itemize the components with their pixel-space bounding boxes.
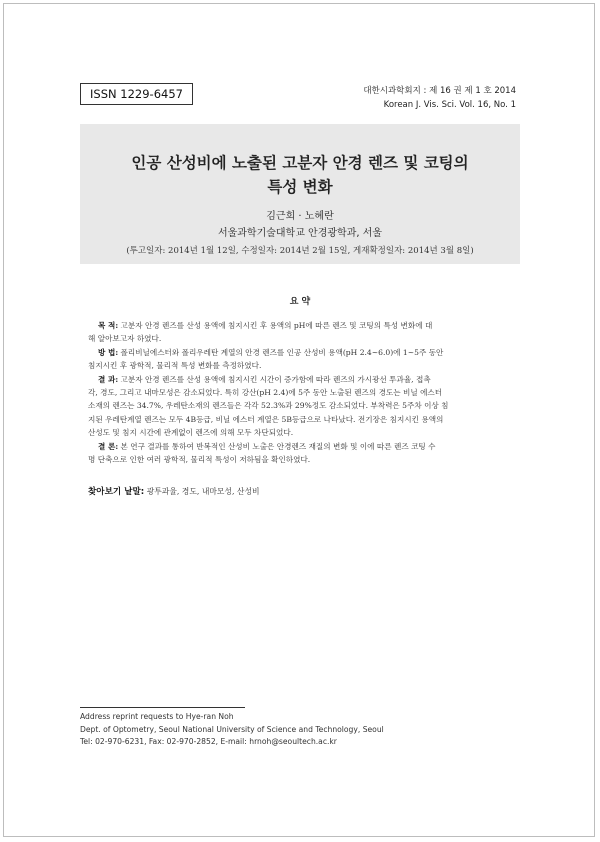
footnote-line-3: Tel: 02-970-6231, Fax: 02-970-2852, E-mail: hrnoh@seoultech.ac.kr <box>80 737 337 746</box>
abstract-heading: 요 약 <box>289 297 311 307</box>
footnote-line-1: Address reprint requests to Hye-ran Noh <box>80 712 234 721</box>
purpose-text-1: 고분자 안경 렌즈를 산성 용액에 침지시킨 후 용액의 pH에 따른 렌즈 및 코팅의 특성 변화에 대 <box>118 321 433 330</box>
methods-text-2: 침지시킨 후 광학적, 물리적 특성 변화를 측정하였다. <box>88 361 262 371</box>
footnote-line-2: Dept. of Optometry, Seoul National University of Science and Technology, Seoul <box>80 724 384 734</box>
conclusion-label: 결 론: <box>98 441 119 451</box>
keywords-label: 찾아보기 낱말: <box>88 487 145 497</box>
methods-label: 방 법: <box>98 347 119 357</box>
footnote-rule <box>80 707 245 708</box>
issn-box <box>80 83 193 105</box>
methods-text-1: 폴리비닐에스터와 폴리우레탄 계열의 안경 렌즈를 인공 산성비 용액(pH 2.4~6.0)에 1~5주 동안 <box>118 347 444 357</box>
journal-korean: 대한시과학회지 : 제 16 권 제 1 호 2014 <box>363 86 516 96</box>
conclusion-text-2: 명 단축으로 인한 여러 광학적, 물리적 특성이 저하됨을 확인하였다. <box>88 455 311 465</box>
authors: 김근희 · 노혜란 <box>266 211 334 222</box>
purpose-line-1 <box>88 319 512 332</box>
paper-title <box>80 151 520 199</box>
issn-text: ISSN 1229-6457 <box>90 87 183 101</box>
title-line-2: 특성 변화 <box>267 178 333 196</box>
conclusion-line-1 <box>88 440 512 453</box>
purpose-text-2: 해 알아보고자 하였다. <box>88 334 162 344</box>
results-text-1: 고분자 안경 렌즈를 산성 용액에 침지시킨 시간이 증가함에 따라 렌즈의 가시광선 투과율, 접촉 <box>118 374 431 384</box>
affiliation: 서울과학기술대학교 안경광학과, 서울 <box>217 228 383 239</box>
results-line-1 <box>88 373 512 386</box>
results-text-4: 지된 우레탄계열 렌즈는 모두 4B등급, 비닐 에스터 계열은 5B등급으로 나타났다. 전기장은 침지시킨 용액의 <box>88 414 444 424</box>
results-text-3: 소재의 렌즈는 34.7%, 우레탄소재의 렌즈들은 각각 52.3%과 29%정도 감소되었다. 부착력은 5주차 이상 침 <box>88 401 449 411</box>
methods-line-1 <box>88 346 512 359</box>
abstract-body <box>88 319 512 466</box>
results-label: 결 과: <box>98 374 119 384</box>
journal-english: Korean J. Vis. Sci. Vol. 16, No. 1 <box>383 100 516 110</box>
results-text-5: 산성도 및 침지 시간에 관계없이 렌즈에 의해 모두 차단되었다. <box>88 428 294 438</box>
footnote <box>80 711 520 749</box>
journal-info <box>363 84 516 112</box>
title-line-1: 인공 산성비에 노출된 고분자 안경 렌즈 및 코팅의 <box>131 154 469 172</box>
keywords <box>88 485 512 499</box>
submission-dates: (투고일자: 2014년 1월 12일, 수정일자: 2014년 2월 15일, 게재확정일자: 2014년 3월 8일) <box>126 246 474 256</box>
conclusion-text-1: 본 연구 결과를 통하여 반복적인 산성비 노출은 안경렌즈 재질의 변화 및 이에 따른 렌즈 코팅 수 <box>118 441 436 451</box>
purpose-label: 목 적: <box>98 321 119 330</box>
keywords-values: 광투과율, 경도, 내마모성, 산성비 <box>144 487 260 496</box>
results-text-2: 각, 경도, 그리고 내마모성은 감소되었다. 특히 강산(pH 2.4)에 5주 동안 노출된 렌즈의 경도는 비닐 에스터 <box>88 388 443 398</box>
